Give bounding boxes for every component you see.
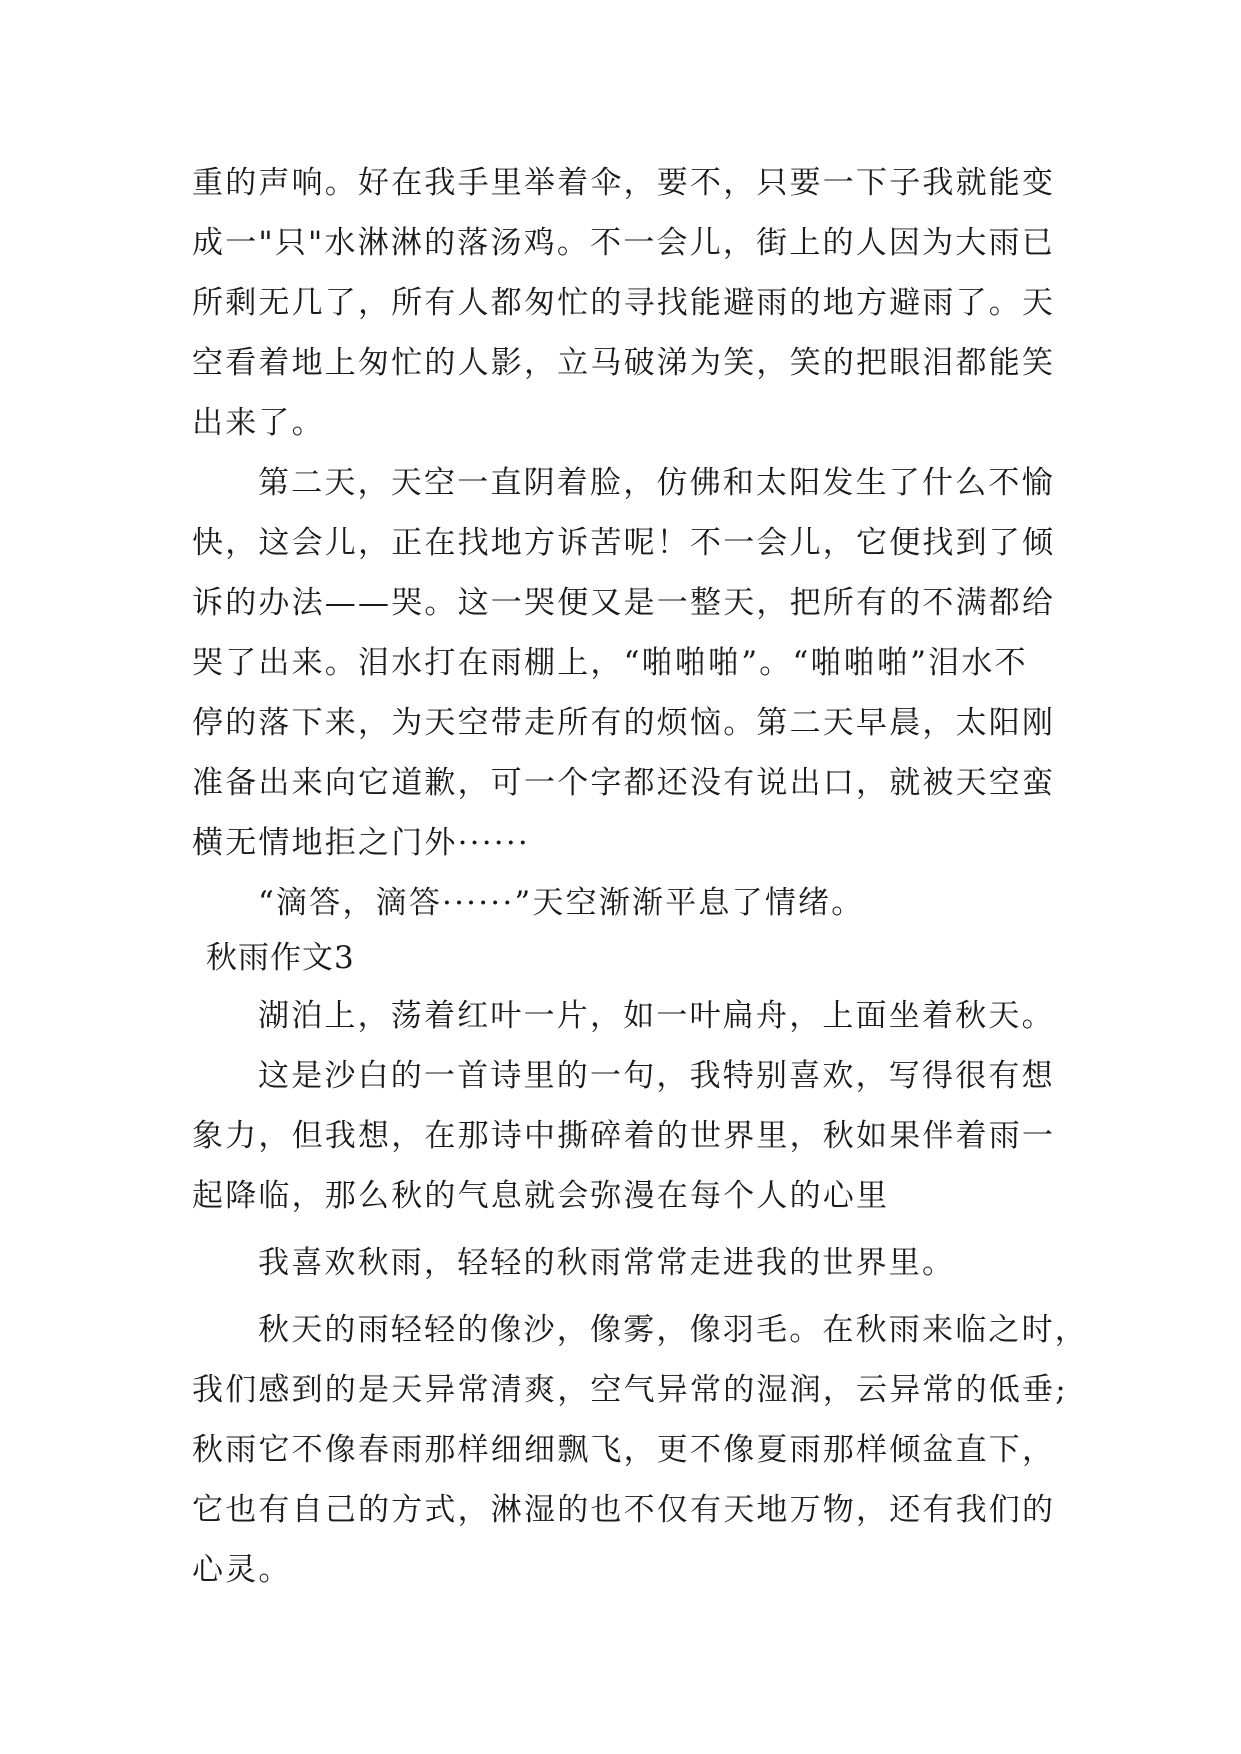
text-line: 心灵。 bbox=[192, 1552, 292, 1588]
paragraph-start-line: 这是沙白的一首诗里的一句，我特别喜欢，写得很有想 bbox=[258, 1058, 1055, 1094]
paragraph-start-line: 秋天的雨轻轻的像沙，像雾，像羽毛。在秋雨来临之时， bbox=[258, 1312, 1088, 1348]
text-line: 诉的办法——哭。这一哭便又是一整天，把所有的不满都给 bbox=[192, 585, 1056, 621]
text-line: 横无情地拒之门外······ bbox=[192, 825, 530, 861]
text-line: 象力，但我想，在那诗中撕碎着的世界里，秋如果伴着雨一 bbox=[192, 1118, 1056, 1154]
text-line: 出来了。 bbox=[192, 405, 325, 441]
text-line: 重的声响。好在我手里举着伞，要不，只要一下子我就能变 bbox=[192, 165, 1056, 201]
section-heading: 秋雨作文3 bbox=[206, 940, 355, 976]
text-line: 停的落下来，为天空带走所有的烦恼。第二天早晨，太阳刚 bbox=[192, 705, 1056, 741]
paragraph-start-line: “滴答，滴答······”天空渐渐平息了情绪。 bbox=[258, 885, 865, 921]
text-line: 快，这会儿，正在找地方诉苦呢！不一会儿，它便找到了倾 bbox=[192, 525, 1056, 561]
paragraph-start-line: 第二天，天空一直阴着脸，仿佛和太阳发生了什么不愉 bbox=[258, 465, 1055, 501]
text-line: 秋雨它不像春雨那样细细飘飞，更不像夏雨那样倾盆直下， bbox=[192, 1432, 1056, 1468]
text-line: 我们感到的是天异常清爽，空气异常的湿润，云异常的低垂; bbox=[192, 1372, 1068, 1408]
text-line: 所剩无几了，所有人都匆忙的寻找能避雨的地方避雨了。天 bbox=[192, 285, 1056, 321]
text-line: 哭了出来。泪水打在雨棚上，“啪啪啪”。“啪啪啪”泪水不 bbox=[192, 645, 1028, 681]
text-line: 空看着地上匆忙的人影，立马破涕为笑，笑的把眼泪都能笑 bbox=[192, 345, 1056, 381]
text-line: 起降临，那么秋的气息就会弥漫在每个人的心里 bbox=[192, 1178, 890, 1214]
paragraph-start-line: 我喜欢秋雨，轻轻的秋雨常常走进我的世界里。 bbox=[258, 1245, 956, 1281]
text-line: 成一"只"水淋淋的落汤鸡。不一会儿，街上的人因为大雨已 bbox=[192, 225, 1055, 261]
text-line: 它也有自己的方式，淋湿的也不仅有天地万物，还有我们的 bbox=[192, 1492, 1056, 1528]
paragraph-start-line: 湖泊上，荡着红叶一片，如一叶扁舟，上面坐着秋天。 bbox=[258, 998, 1055, 1034]
text-line: 准备出来向它道歉，可一个字都还没有说出口，就被天空蛮 bbox=[192, 765, 1056, 801]
